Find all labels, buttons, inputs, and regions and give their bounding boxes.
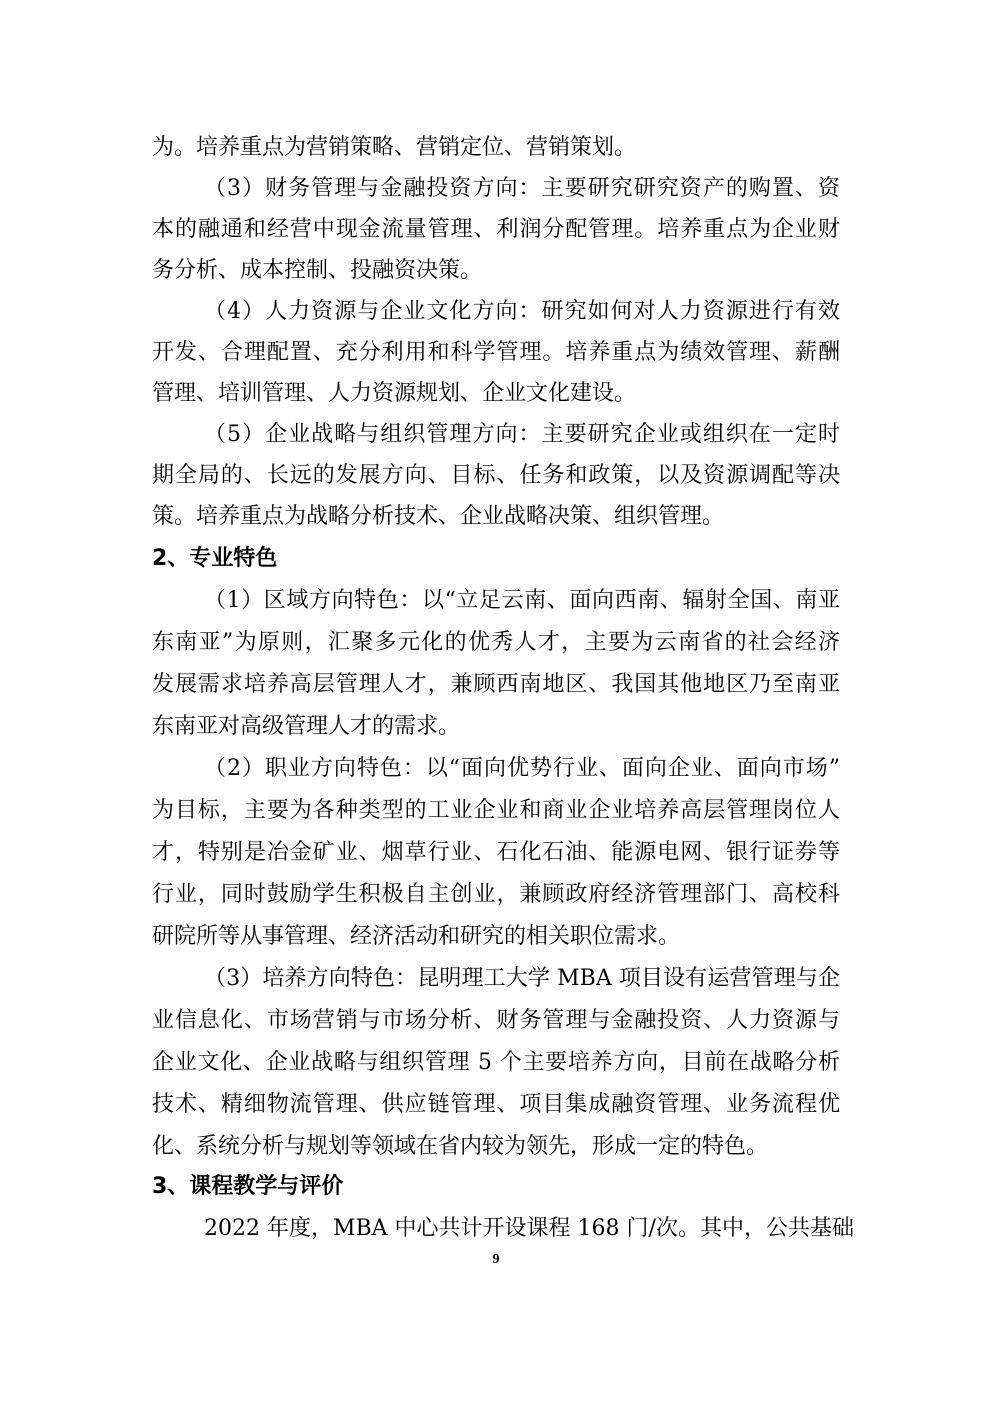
paragraph-line: 管理、培训管理、人力资源规划、企业文化建设。: [152, 381, 637, 406]
paragraph-line: 业信息化、市场营销与市场分析、财务管理与金融投资、人力资源与: [152, 1008, 840, 1033]
paragraph-line: 才，特别是冶金矿业、烟草行业、石化石油、能源电网、银行证券等: [152, 840, 840, 865]
paragraph-line: （1）区域方向特色：以“立足云南、面向西南、辐射全国、南亚: [204, 588, 840, 613]
paragraph-line: （3）财务管理与金融投资方向：主要研究研究资产的购置、资: [204, 176, 840, 201]
paragraph-line: 本的融通和经营中现金流量管理、利润分配管理。培养重点为企业财: [152, 217, 840, 242]
paragraph-line: （3）培养方向特色：昆明理工大学 MBA 项目设有运营管理与企: [204, 966, 840, 991]
paragraph-line: 企业文化、企业战略与组织管理 5 个主要培养方向，目前在战略分析: [152, 1050, 840, 1075]
section-heading: 3、课程教学与评价: [152, 1174, 344, 1199]
paragraph-line: 为目标，主要为各种类型的工业企业和商业企业培养高层管理岗位人: [152, 798, 840, 823]
paragraph-line: 发展需求培养高层管理人才，兼顾西南地区、我国其他地区乃至南亚: [152, 672, 840, 697]
paragraph-line: 为。培养重点为营销策略、营销定位、营销策划。: [152, 135, 637, 160]
paragraph-line: 行业，同时鼓励学生积极自主创业，兼顾政府经济管理部门、高校科: [152, 882, 840, 907]
paragraph-line: 务分析、成本控制、投融资决策。: [152, 258, 483, 283]
paragraph-line: 期全局的、长远的发展方向、目标、任务和政策，以及资源调配等决: [152, 463, 840, 488]
paragraph-line: 开发、合理配置、充分利用和科学管理。培养重点为绩效管理、薪酬: [152, 340, 840, 365]
paragraph-line: （5）企业战略与组织管理方向：主要研究企业或组织在一定时: [204, 422, 840, 447]
paragraph-line: 东南亚对高级管理人才的需求。: [152, 714, 461, 739]
section-heading: 2、专业特色: [152, 546, 278, 571]
paragraph-line: 研院所等从事管理、经济活动和研究的相关职位需求。: [152, 924, 681, 949]
page-number: 9: [492, 1252, 500, 1267]
paragraph-line: 技术、精细物流管理、供应链管理、项目集成融资管理、业务流程优: [152, 1092, 840, 1117]
paragraph-line: 2022 年度，MBA 中心共计开设课程 168 门/次。其中，公共基础: [204, 1216, 854, 1241]
paragraph-line: （4）人力资源与企业文化方向：研究如何对人力资源进行有效: [204, 299, 840, 324]
paragraph-line: 策。培养重点为战略分析技术、企业战略决策、组织管理。: [152, 504, 725, 529]
paragraph-line: （2）职业方向特色：以“面向优势行业、面向企业、面向市场”: [204, 756, 840, 781]
paragraph-line: 化、系统分析与规划等领域在省内较为领先，形成一定的特色。: [152, 1134, 769, 1159]
paragraph-line: 东南亚”为原则，汇聚多元化的优秀人才，主要为云南省的社会经济: [152, 630, 840, 655]
